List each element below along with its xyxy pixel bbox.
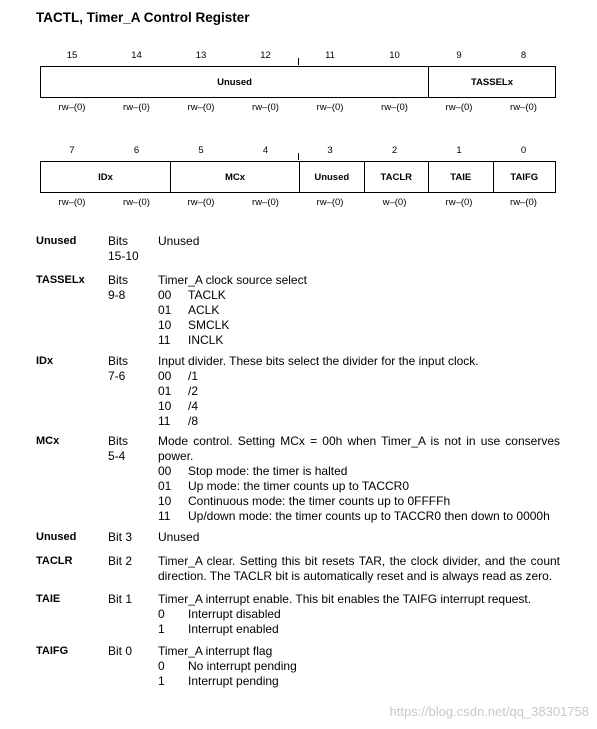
option-text: /1 xyxy=(188,369,199,383)
bit-range xyxy=(108,273,158,303)
option-text: ACLK xyxy=(188,303,220,317)
bit-range-line: Bit 1 xyxy=(108,592,133,606)
option-text: Up mode: the timer counts up to TACCR0 xyxy=(188,479,409,493)
field-mcx xyxy=(170,162,299,192)
field-name: Unused xyxy=(36,235,77,247)
option-code: 1 xyxy=(158,674,165,688)
option-code: 00 xyxy=(158,464,172,478)
option-code: 11 xyxy=(158,333,171,347)
option-row xyxy=(158,674,560,689)
description-text: Timer_A interrupt flag xyxy=(158,644,273,658)
field-unused xyxy=(41,67,428,97)
option-row xyxy=(158,464,560,479)
option-row xyxy=(158,369,560,384)
bit-number: 12 xyxy=(260,50,271,61)
field-description xyxy=(158,434,560,524)
bit-range-line: Bits xyxy=(108,273,129,287)
register-fields xyxy=(40,161,556,193)
option-text: Interrupt pending xyxy=(188,674,279,688)
option-text: /8 xyxy=(188,414,199,428)
field-label: TACLR xyxy=(380,171,412,183)
bit-number: 11 xyxy=(325,50,335,61)
bit-range-line: Bits xyxy=(108,434,129,448)
bit-range-line: Bit 3 xyxy=(108,530,133,544)
access-mode: rw–(0) xyxy=(381,102,408,113)
bit-number: 5 xyxy=(198,145,204,156)
bit-range xyxy=(108,354,158,384)
field-description xyxy=(158,273,560,348)
bit-range xyxy=(108,554,158,569)
option-text: TACLK xyxy=(188,288,226,302)
option-code: 01 xyxy=(158,479,172,493)
access-mode: rw–(0) xyxy=(510,102,537,113)
field-taclr xyxy=(364,162,429,192)
divider-ticks xyxy=(40,153,556,161)
description-text: Unused xyxy=(158,530,200,544)
field-tasselx xyxy=(428,67,555,97)
field-description xyxy=(158,354,560,429)
bit-range-line: Bit 0 xyxy=(108,644,133,658)
option-code: 00 xyxy=(158,288,172,302)
bit-number: 6 xyxy=(133,145,140,156)
access-mode: w–(0) xyxy=(382,197,407,208)
option-row xyxy=(158,659,560,674)
bit-number: 15 xyxy=(66,50,78,61)
field-unused xyxy=(299,162,364,192)
option-code: 11 xyxy=(158,509,171,523)
tick-mark xyxy=(298,153,299,160)
access-mode: rw–(0) xyxy=(510,197,537,208)
bit-range-line: 5-4 xyxy=(108,449,126,463)
access-mode: rw–(0) xyxy=(123,102,150,113)
option-code: 10 xyxy=(158,494,172,508)
option-code: 0 xyxy=(158,659,165,673)
option-text: /4 xyxy=(188,399,199,413)
access-mode: rw–(0) xyxy=(445,197,473,208)
bit-range xyxy=(108,530,158,545)
field-description xyxy=(158,530,560,545)
description-text: Timer_A interrupt enable. This bit enables the TAIFG interrupt request. xyxy=(158,592,532,606)
description-text: Unused xyxy=(158,234,200,248)
option-row xyxy=(158,384,560,399)
bit-number: 14 xyxy=(131,50,142,61)
page-title: TACTL, Timer_A Control Register xyxy=(36,10,250,25)
bit-range-line: 7-6 xyxy=(108,369,126,383)
option-text: Interrupt enabled xyxy=(188,622,279,636)
field-label: TAIFG xyxy=(510,171,539,183)
option-row xyxy=(158,622,560,637)
option-text: SMCLK xyxy=(188,318,230,332)
field-label: MCx xyxy=(224,171,246,183)
bit-range xyxy=(108,644,158,659)
field-label: Unused xyxy=(217,76,252,88)
option-code: 0 xyxy=(158,607,165,621)
bit-range xyxy=(108,234,158,264)
access-mode: rw–(0) xyxy=(316,197,344,208)
access-mode: rw–(0) xyxy=(58,197,86,208)
field-name: TAIFG xyxy=(36,645,69,657)
option-row xyxy=(158,494,560,509)
bit-range-line: 15-10 xyxy=(108,249,139,263)
option-text: No interrupt pending xyxy=(188,659,297,673)
option-row xyxy=(158,414,560,429)
field-label: Unused xyxy=(314,171,350,183)
field-description xyxy=(158,644,560,689)
bit-number: 9 xyxy=(456,50,462,61)
bit-number: 1 xyxy=(456,145,462,156)
access-mode: rw–(0) xyxy=(123,197,150,208)
access-mode: rw–(0) xyxy=(252,102,279,113)
bit-number: 2 xyxy=(391,145,398,156)
bit-number: 4 xyxy=(262,145,269,156)
bit-range-line: Bits xyxy=(108,234,129,248)
field-name: TACLR xyxy=(36,555,73,567)
option-row xyxy=(158,303,560,318)
bit-range xyxy=(108,592,158,607)
field-description xyxy=(158,592,560,637)
option-code: 00 xyxy=(158,369,172,383)
option-row xyxy=(158,288,560,303)
field-taifg xyxy=(493,162,556,192)
option-text: Stop mode: the timer is halted xyxy=(188,464,348,478)
option-text: Continuous mode: the timer counts up to 0FFFFh xyxy=(188,494,451,508)
option-code: 11 xyxy=(158,414,171,428)
field-name: IDx xyxy=(36,355,54,367)
access-mode: rw–(0) xyxy=(187,197,215,208)
field-name: TASSELx xyxy=(36,274,85,286)
register-fields xyxy=(40,66,556,98)
description-text: Timer_A clear. Setting this bit resets TAR, the clock divider, and the count direction. The TACLR bit is automatically reset and is always read as zero. xyxy=(158,554,560,583)
option-text: INCLK xyxy=(188,333,224,347)
watermark: https://blog.csdn.net/qq_38301758 xyxy=(389,704,589,719)
field-label: TASSELx xyxy=(470,76,514,88)
access-mode: rw–(0) xyxy=(187,102,215,113)
option-row xyxy=(158,479,560,494)
description-text: Timer_A clock source select xyxy=(158,273,307,287)
field-name: Unused xyxy=(36,531,77,543)
field-label: IDx xyxy=(98,171,113,183)
divider-ticks xyxy=(40,58,556,66)
field-taie xyxy=(428,162,493,192)
bit-number: 8 xyxy=(520,50,527,61)
access-mode: rw–(0) xyxy=(252,197,279,208)
option-code: 01 xyxy=(158,384,172,398)
field-idx xyxy=(41,162,170,192)
access-mode: rw–(0) xyxy=(58,102,86,113)
tick-mark xyxy=(298,58,299,65)
option-row xyxy=(158,318,560,333)
bit-range-line: Bit 2 xyxy=(108,554,133,568)
option-text: Interrupt disabled xyxy=(188,607,281,621)
field-label: TAIE xyxy=(450,171,472,183)
bit-number: 0 xyxy=(520,145,527,156)
option-row xyxy=(158,509,560,524)
field-description xyxy=(158,554,560,584)
option-text: Up/down mode: the timer counts up to TACCR0 then down to 0000h xyxy=(188,509,550,523)
bit-range-line: Bits xyxy=(108,354,129,368)
bit-range xyxy=(108,434,158,464)
bit-number: 10 xyxy=(389,50,400,61)
option-code: 01 xyxy=(158,303,172,317)
option-text: /2 xyxy=(188,384,199,398)
bit-number: 7 xyxy=(69,145,75,156)
access-mode: rw–(0) xyxy=(445,102,473,113)
bit-range-line: 9-8 xyxy=(108,288,126,302)
description-text: Input divider. These bits select the divider for the input clock. xyxy=(158,354,479,368)
bit-number: 13 xyxy=(195,50,207,61)
access-mode: rw–(0) xyxy=(316,102,344,113)
option-code: 10 xyxy=(158,318,172,332)
field-name: MCx xyxy=(36,435,60,447)
bit-number: 3 xyxy=(327,145,333,156)
option-row xyxy=(158,399,560,414)
access-row xyxy=(40,102,556,116)
field-description xyxy=(158,234,560,249)
option-code: 1 xyxy=(158,622,165,636)
option-row xyxy=(158,607,560,622)
field-name: TAIE xyxy=(36,593,61,605)
access-row xyxy=(40,197,556,211)
description-text: Mode control. Setting MCx = 00h when Timer_A is not in use conserves power. xyxy=(158,434,560,463)
option-row xyxy=(158,333,560,348)
option-code: 10 xyxy=(158,399,172,413)
